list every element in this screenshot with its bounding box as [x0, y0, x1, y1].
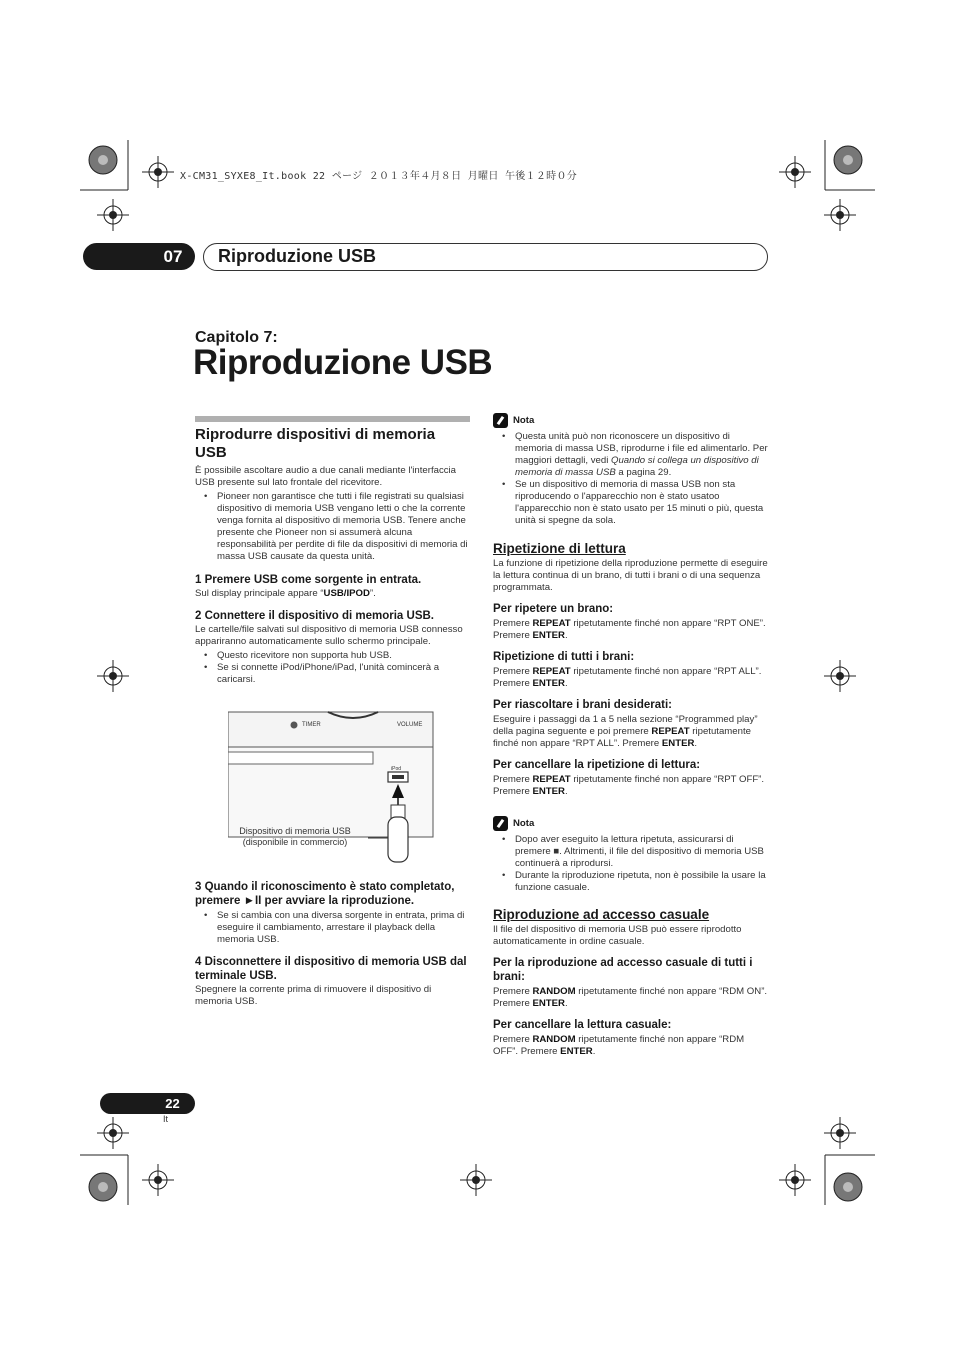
random-cancel-text: Premere RANDOM ripetutamente finché non appare “RDM OFF”. Premere ENTER. — [493, 1034, 745, 1057]
repeat-heading: Ripetizione di lettura — [493, 541, 626, 556]
volume-label: VOLUME — [397, 722, 423, 728]
step-3-bullets — [195, 910, 470, 946]
page-language: It — [163, 1114, 169, 1124]
random-intro: Il file del dispositivo di memoria USB può essere riprodotto automaticamente in ordine casuale. — [493, 924, 742, 947]
right-column — [493, 413, 768, 1058]
book-file-header: X-CM31_SYXE8_It.book 22 ページ ２０１３年４月８日 月曜日 午後１２時０分 — [180, 171, 578, 182]
ipod-label: iPod — [391, 766, 402, 772]
chapter-number: 07 — [163, 247, 183, 266]
repeat-cancel-title: Per cancellare la ripetizione di lettura: — [493, 759, 701, 771]
repeat-program-title: Per riascoltare i brani desiderati: — [493, 699, 672, 711]
repeat-one-title: Per ripetere un brano: — [493, 603, 614, 615]
random-heading: Riproduzione ad accesso casuale — [493, 907, 710, 922]
step-2-title: 2 Connettere il dispositivo di memoria USB. — [195, 610, 434, 622]
left-column — [195, 426, 470, 686]
note-icon — [493, 413, 508, 428]
repeat-intro: La funzione di ripetizione della riproduzione permette di eseguire la lettura continua di un brano, di tutti i brani o di una sequenza programmata. — [493, 558, 768, 593]
list-item: • Se un dispositivo di memoria di massa USB non sta riproducendo o l'apparecchio non è stato usatoo l'apparecchio non è stato usato per 15 minuti o più, questa unità si spegne da sola. — [493, 479, 768, 527]
step-2-text: Le cartelle/file salvati sul dispositivo di memoria USB connesso appariranno automaticamente sullo schermo principale. — [195, 624, 463, 647]
section-heading: Riprodurre dispositivi di memoria USB — [195, 426, 436, 461]
timer-label: TIMER — [302, 722, 321, 728]
note-bullets — [493, 834, 768, 894]
usb-device-caption: Dispositivo di memoria USB (disponibile in commercio) — [239, 826, 351, 847]
step-2-bullets — [195, 650, 470, 686]
list-item: • Pioneer non garantisce che tutti i file registrati su qualsiasi dispositivo di memoria USB vengano letti o che la corrente venga fornita al dispositivo di memoria USB. Tenere anche presente che Pioneer non si assumerà alcuna responsabilità per perdite di file da dispositivi di memoria di massa USB causate da questa unità. — [195, 491, 470, 563]
random-cancel-title: Per cancellare la lettura casuale: — [493, 1019, 672, 1031]
repeat-cancel-text: Premere REPEAT ripetutamente finché non appare “RPT OFF”. Premere ENTER. — [493, 774, 765, 797]
intro-bullets — [195, 491, 470, 563]
page-number: 22 — [165, 1096, 180, 1111]
repeat-all-title: Ripetizione di tutti i brani: — [493, 651, 635, 663]
intro-text: È possibile ascoltare audio a due canali mediante l'interfaccia USB presente sul lato frontale del ricevitore. — [195, 465, 457, 488]
list-item: • Dopo aver eseguito la lettura ripetuta, assicurarsi di premere ■. Altrimenti, il file del dispositivo di memoria USB continuerà a riprodursi. — [493, 834, 768, 870]
step-1-title: 1 Premere USB come sorgente in entrata. — [195, 574, 422, 586]
step-3-title: 3 Quando il riconoscimento è stato completato, premere ►II per avviare la riproduzione. — [195, 881, 455, 907]
capitolo-label: Capitolo 7: — [195, 329, 278, 346]
random-all-title: Per la riproduzione ad accesso casuale di tutti i brani: — [493, 957, 753, 983]
note-header: Nota — [493, 816, 768, 831]
list-item: • Questo ricevitore non supporta hub USB. — [195, 650, 470, 662]
step-1-text: Sul display principale appare “USB/IPOD”. — [195, 588, 376, 599]
section-divider — [195, 416, 470, 422]
note-bullets — [493, 431, 768, 527]
repeat-program-text: Eseguire i passaggi da 1 a 5 nella sezione “Programmed play” della pagina seguente e poi premere REPEAT ripetutamente finché non appare “RPT ALL”. Premere ENTER. — [493, 714, 758, 749]
usb-connection-illustration — [228, 710, 468, 880]
list-item: • Durante la riproduzione ripetuta, non è possibile la usare la funzione casuale. — [493, 870, 768, 894]
note-header: Nota — [493, 413, 768, 428]
random-all-text: Premere RANDOM ripetutamente finché non appare “RDM ON”. Premere ENTER. — [493, 986, 768, 1009]
list-item: • Se si connette iPod/iPhone/iPad, l'unità comincerà a caricarsi. — [195, 662, 470, 686]
repeat-one-text: Premere REPEAT ripetutamente finché non appare “RPT ONE”. Premere ENTER. — [493, 618, 766, 641]
page-title: Riproduzione USB — [193, 343, 493, 382]
step-4-title: 4 Disconnettere il dispositivo di memoria USB dal terminale USB. — [195, 956, 467, 982]
list-item: • Questa unità può non riconoscere un dispositivo di memoria di massa USB, riprodurne i file ed alimentarlo. Per maggiori dettagli, vedi Quando si collega un dispositivo di memoria di massa USB a pagina 29. — [493, 431, 768, 479]
step-4-text: Spegnere la corrente prima di rimuovere il dispositivo di memoria USB. — [195, 984, 432, 1007]
chapter-title: Riproduzione USB — [218, 246, 376, 266]
repeat-all-text: Premere REPEAT ripetutamente finché non appare “RPT ALL”. Premere ENTER. — [493, 666, 762, 689]
note-icon — [493, 816, 508, 831]
list-item: • Se si cambia con una diversa sorgente in entrata, prima di eseguire il cambiamento, arrestare il playback della memoria USB. — [195, 910, 470, 946]
left-column-lower — [195, 880, 470, 1008]
